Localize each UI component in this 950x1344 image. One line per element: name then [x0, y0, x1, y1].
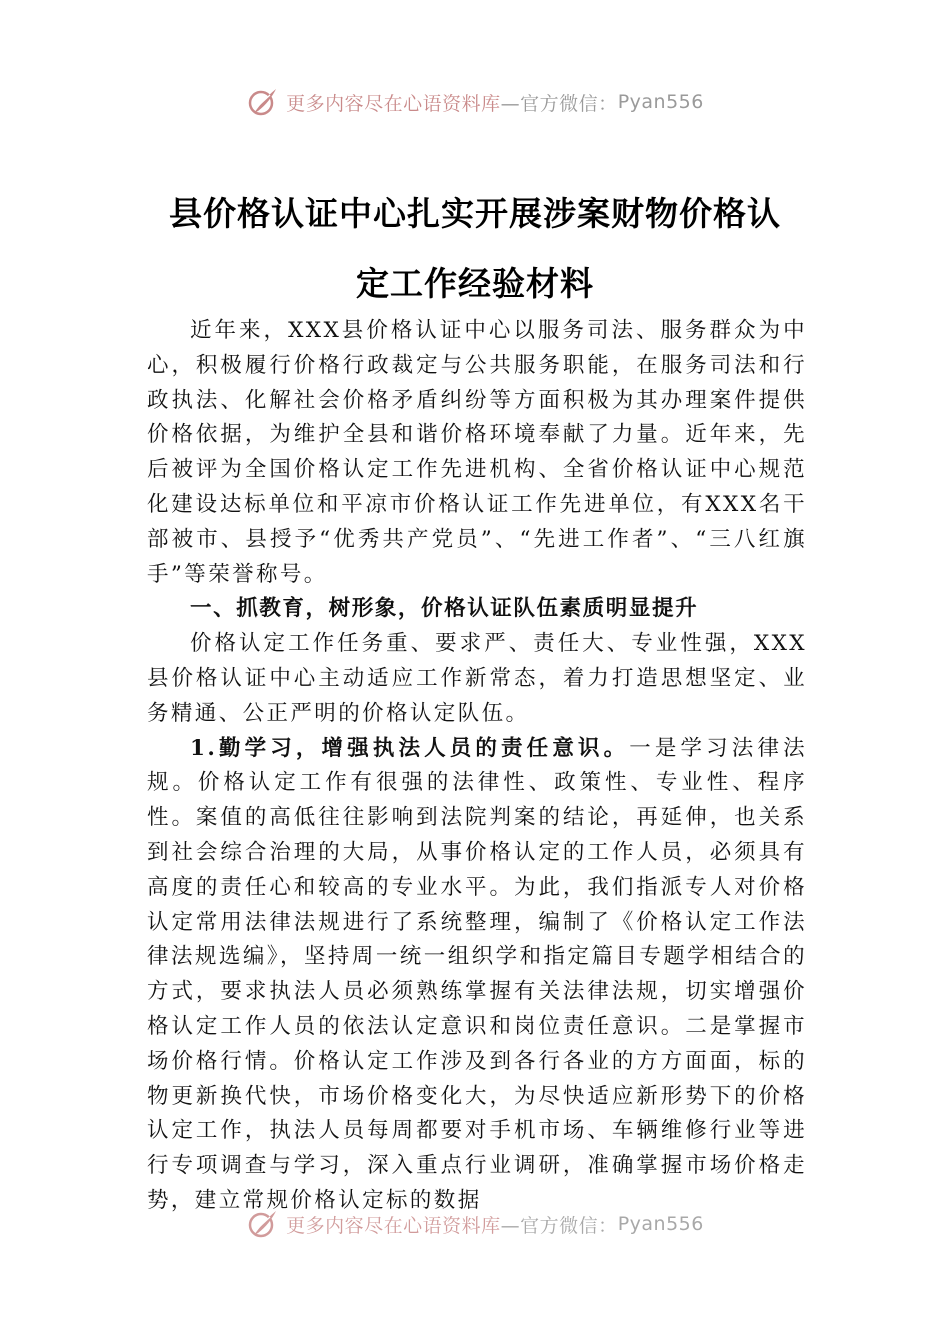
- document-title-line-1: 县价格认证中心扎实开展涉案财物价格认: [169, 194, 781, 233]
- watermark-label: —官方微信：: [500, 1214, 618, 1237]
- intro-paragraph: 近年来，XXX县价格认证中心以服务司法、服务群众为中心，积极履行价格行政裁定与公共服务职能，在服务司法和行政执法、化解社会价格矛盾纠纷等方面积极为其办理案件提供价格依据，为维护全县和谐价格环境奉献了力量。近年来，先后被评为全国价格认定工作先进机构、全省价格认证中心规范化建设达标单位和平凉市价格认证工作先进单位，有XXX名干部被市、县授予“优秀共产党员”、“先进工作者”、“三八红旗手”等荣誉称号。: [147, 318, 807, 587]
- document-body: [147, 314, 807, 1219]
- watermark-brand: 更多内容尽在心语资料库: [286, 1214, 501, 1237]
- watermark-brand: 更多内容尽在心语资料库: [286, 92, 501, 115]
- document-title-line-2: 定工作经验材料: [356, 264, 594, 303]
- watermark-top: [0, 82, 950, 122]
- watermark-label: —官方微信：: [500, 92, 618, 115]
- quill-logo-icon: [246, 1207, 280, 1241]
- section-1-paragraph: 价格认定工作任务重、要求严、责任大、专业性强，XXX县价格认证中心主动适应工作新常态，着力打造思想坚定、业务精通、公正严明的价格认定队伍。: [147, 631, 807, 726]
- quill-logo-icon: [246, 85, 280, 119]
- subsection-1-text: 一是学习法律法规。价格认定工作有很强的法律性、政策性、专业性、程序性。案值的高低往往影响到法院判案的结论，再延伸，也关系到社会综合治理的大局，从事价格认定的工作人员，必须具有高度的责任心和较高的专业水平。为此，我们指派专人对价格认定常用法律法规进行了系统整理，编制了《价格认定工作法律法规选编》，坚持周一统一组织学和指定篇目专题学相结合的方式，要求执法人员必须熟练掌握有关法律法规，切实增强价格认定工作人员的依法认定意识和岗位责任意识。二是掌握市场价格行情。价格认定工作涉及到各行各业的方方面面，标的物更新换代快，市场价格变化大，为尽快适应新形势下的价格认定工作，执法人员每周都要对手机市场、车辆维修行业等进行专项调查与学习，深入重点行业调研，准确掌握市场价格走势，建立常规价格认定标的数据: [147, 735, 807, 1213]
- subsection-1-paragraph: [147, 732, 807, 1219]
- watermark-wechat-id: Pyan556: [617, 91, 704, 113]
- watermark-bottom: [0, 1204, 950, 1244]
- section-heading-1: 一、抓教育，树形象，价格认证队伍素质明显提升: [190, 596, 699, 622]
- watermark-wechat-id: Pyan556: [617, 1213, 704, 1235]
- subsection-1-lead: 1.勤学习，增强执法人员的责任意识。: [190, 735, 630, 761]
